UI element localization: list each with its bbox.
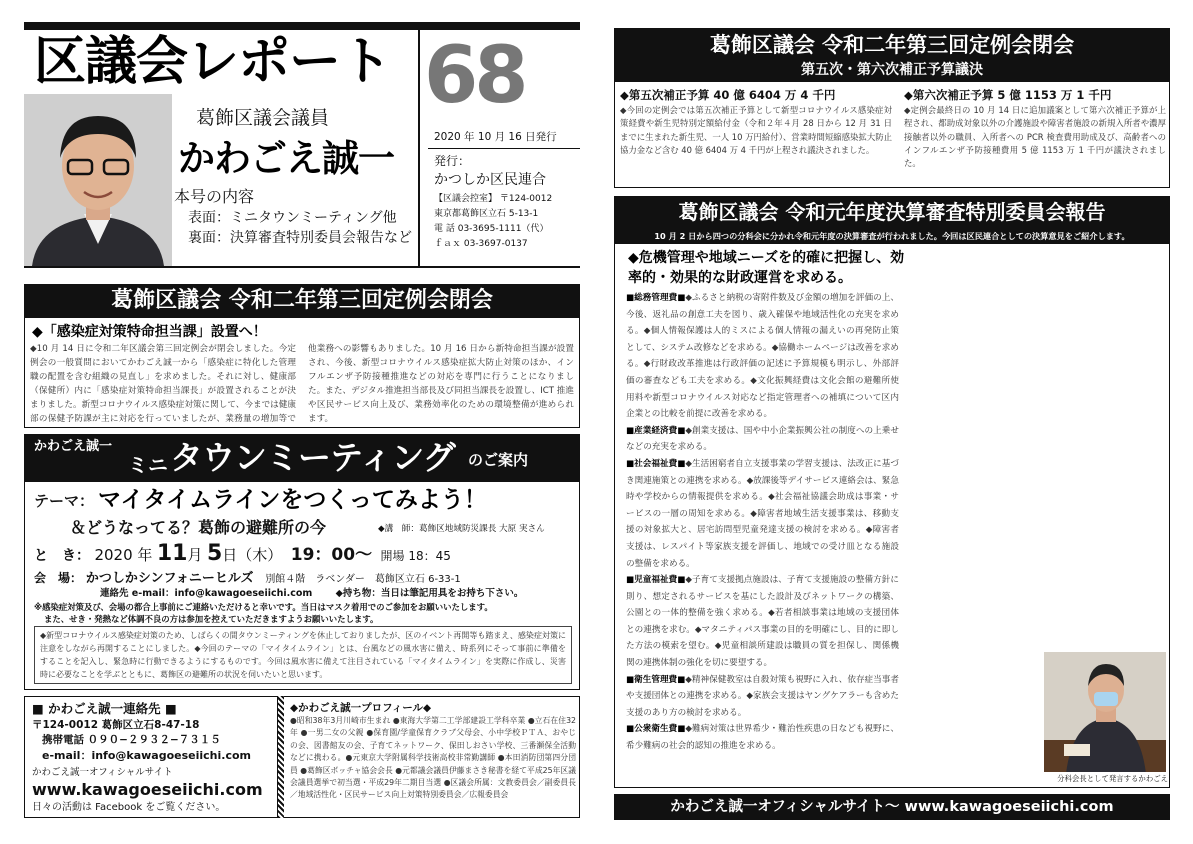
tm-open: 開場 18：45 (380, 549, 451, 563)
kessan-item (626, 290, 899, 423)
contact-title: ■ かわごえ誠一連絡先 ■ (32, 701, 177, 716)
issue-number: 68 (424, 31, 525, 121)
portrait (24, 94, 172, 266)
kessan-item-label: ■児童福祉費■ (626, 575, 686, 586)
kessan-item-text: ◆難病対策は世界希少・難治性疾患の日なども視野に、希少難病の社会的認知の推進を求める。 (626, 724, 899, 752)
speaker-photo (1044, 652, 1166, 774)
kessan-strip: 10 月 2 日から四つの分科会に分かれ令和元年度の決算審査が行われました。今回は区民連合としての決算意見をご紹介します。 (614, 228, 1170, 244)
tm-floor: 別館４階 ラベンダー 葛飾区立石 6-33-1 (265, 574, 461, 585)
session2-sub: 第五次・第六次補正予算議決 (614, 60, 1170, 82)
budget6-title: ◆第六次補正予算 5 億 1153 万 1 千円 (904, 88, 1112, 102)
site-url[interactable]: www.kawagoeseiichi.com (32, 780, 263, 799)
tm-date-day-label: 日 (222, 546, 238, 564)
tm-note-1: ※感染症対策及び、会場の都合上事前にご連絡いただけると幸いです。当日はマスク着用でのご参加をお願いいたします。 (34, 602, 493, 612)
top-rule (24, 22, 580, 30)
session2-banner: 葛飾区議会 令和二年第三回定例会閉会 (614, 28, 1170, 60)
office-tel: 電 話 03-3695-1111（代） (434, 224, 549, 234)
kessan-item (626, 456, 899, 572)
profile-stripe (278, 696, 284, 818)
toc-title: 本号の内容 (174, 187, 255, 206)
office: 【区議会控室】 〒124-0012 (434, 194, 553, 204)
masthead-divider (418, 30, 420, 266)
budget6-body: ◆定例会最終日の 10 月 14 日に追加議案として第六次補正予算が上程され、都助成対象以外の介護施設や障害者施設の新規入所者や濃厚接触者以外の職員、入所者への PCR 検査費用助成及び、高齢者へのインフルエンザ予防接種費用 5 億 1153 万 1 千円が議決されました。 (904, 105, 1166, 169)
tm-kicker: かわごえ誠一 (34, 439, 113, 454)
member-name: かわごえ誠一 (178, 137, 394, 180)
tm-venue-row (34, 568, 580, 588)
publisher-label: 発行： (434, 154, 471, 168)
budget5-title: ◆第五次補正予算 40 億 6404 万 4 千円 (620, 88, 836, 102)
tm-bring: ◆持ち物：当日は筆記用具をお持ち下さい。 (335, 588, 524, 599)
speaker-figure-icon (1044, 652, 1166, 774)
kessan-item-label: ■衛生管理費■ (626, 674, 686, 685)
issue-date: 2020 年 10 月 16 日発行 (434, 131, 557, 143)
kessan-body (626, 290, 904, 782)
tm-lecturer: ◆講 師：葛飾区地域防災課長 大原 実さん (378, 524, 545, 534)
kessan-item-text: ◆ふるさと納税の寄附件数及び金額の増加を評価の上、今後、返礼品の創意工夫を図り、歳入確保や地域活性化の充実を求める。◆個人情報保護は人的ミスによる個人情報の漏えいの再発防止策として、システム改修などを求める。◆協働ホームページは改善を求める。◆行財政改革推進は行政評価の記述に予算規模も明示し、外部評価の審査なども工夫を求める。◆文化振興経費は文化会館の避難所使用料や新型コロナウイルス対応など指定管理者への補填について区内企業との比較を前提に改善を求める。 (626, 293, 899, 420)
kessan-item-text: ◆子育て支援拠点施設は、子育て支援施設の整備方針に則り、想定されるサービスを基にした設計及びネットワークの構築、公園との一体的整備を強く求める。◆若者相談事業は地域の支援団体との連携を求む。◆マタニティパス事業の目的を明確にし、目的に即した方法の模索を望む。◆児童相談所建設は職員の質を担保し、関係機関の連携体制の強化を切に要望する。 (626, 575, 899, 669)
kessan-col-1 (626, 290, 904, 782)
tm-suffix: のご案内 (468, 451, 529, 469)
kessan-item (626, 672, 899, 722)
toc-back: 裏面：決算審査特別委員会報告など (188, 230, 412, 246)
tm-date-year: 2020 年 (94, 546, 153, 564)
date-rule (428, 148, 580, 149)
contact-phone: 携帯電話 ０９０−２９３２−７３１５ (42, 734, 221, 746)
kessan-item-label: ■公衆衛生費■ (626, 724, 686, 735)
kessan-banner: 葛飾区議会 令和元年度決算審査特別委員会報告 (614, 196, 1170, 228)
kessan-item-text: ◆精神保健教室は自殺対策も視野に入れ、依存症当事者や支援団体との連携を求める。◆家族会支援はヤングケアラーも含めた支援のあり方の検討を求める。 (626, 674, 899, 718)
kessan-item (626, 572, 899, 672)
profile-title: ◆かわごえ誠一プロフィール◆ (290, 702, 432, 714)
kessan-lead: ◆危機管理や地域ニーズを的確に把握し、効率的・効果的な財政運営を求める。 (628, 250, 905, 286)
kessan-item (626, 423, 899, 456)
contact-address: 〒124-0012 葛飾区立石8-47-18 (32, 719, 200, 731)
tm-time: 19：00〜 (290, 545, 373, 565)
tm-contact[interactable]: 連絡先 e-mail：info@kawagoeseiichi.com (100, 588, 313, 599)
facebook-note: 日々の活動は Facebook をご覧ください。 (32, 802, 226, 813)
kessan-item-label: ■総務管理費■ (626, 293, 686, 303)
office-fax: ｆａｘ 03-3697-0137 (434, 239, 528, 249)
kessan-item-text: ◆創業支援は、国や中小企業振興公社の制度への上乗せなどの充実を求める。 (626, 425, 899, 453)
kessan-item-text: ◆生活困窮者自立支援事業の学習支援は、法改正に基づき関連施策との連携を求める。◆放課後等デイサービス連絡会は、緊急時や学校からの情報提供を求める。◆社会福祉協議会助成は事業・サービスの一層の周知を求める。◆障害者地域生活支援事業は、移動支援の対象拡大と、居宅訪問型児童発達支援の検討を求める。◆障害者支援は、レスパイト等家族支援を評価し、地域での受け皿となる施設の整備を求める。 (626, 458, 899, 569)
right-footer[interactable]: かわごえ誠一オフィシャルサイト〜 www.kawagoeseiichi.com (614, 794, 1170, 820)
tm-date-month-label: 月 (187, 546, 203, 564)
photo-caption: 分科会長として発言するかわごえ (1036, 772, 1168, 786)
member-role: 葛飾区議会議員 (196, 107, 330, 129)
tm-date-row (34, 540, 580, 568)
tm-theme-label: テーマ： (34, 492, 95, 510)
office-address: 東京都葛飾区立石 5-13-1 (434, 209, 539, 219)
kessan-item (626, 721, 899, 754)
tm-info-box: ◆新型コロナウイルス感染症対策のため、しばらくの間タウンミーティングを休止しておりましたが、区のイベント再開等も踏まえ、感染症対策に注意をしながら再開することにしました。◆今回のテーマの「マイタイムライン」とは、台風などの風水害に備え、時系列にそって事前に準備をすることを記入し、緊急時に行動できるようにするものです。今回は風水害に備えて注目されている「マイタイムライン」を実際に作成し、災害時に必要なことを学ぶとともに、葛飾区の避難所の状況を伺いたいと思います。 (34, 626, 572, 684)
tm-sub: ＆どうなってる？葛飾の避難所の今 (70, 518, 327, 537)
toc-front: 表面：ミニタウンミーティング他 (188, 210, 397, 226)
tm-mini: ミニ (128, 453, 168, 477)
kessan-item-label: ■産業経済費■ (626, 425, 686, 436)
tm-date-month: 11 (156, 541, 188, 566)
kessan-item-label: ■社会福祉費■ (626, 458, 686, 469)
budget5-body: ◆今回の定例会では第五次補正予算として新型コロナウイルス感染症対策経費や新生児特別定額給付金（令和２年４月 28 日から 12 月 31 日までに生まれた新生児、一人 10 万円給付）、営業時間短縮感染拡大防止協力金など含む 40 億 6404 万 4 千円が上程され議決されました。 (620, 105, 892, 155)
tm-venue: かつしかシンフォニーヒルズ (85, 571, 254, 586)
profile-body: ●昭和38年3月川崎市生まれ ●東海大学第二工学部建設工学科卒業 ●立石在住32年 ●一男二女の父親 ●保育園/学童保育クラブ父母会、小中学校ＰＴＡ、おやじの会、図書館友の会、子育てネットワーク、保田しおさい学校、三番瀬保全活動などに携わる。●元東京大学附属科学技術高校非常勤講師 ●本田消防団第四分団員 ●葛飾区ボッチャ協会会長 ●元都議会議員伊藤まさき秘書を経て平成25年区議会議員選挙で初当選・平成29年二期目当選 ●区議会所属：文教委員会／副委員長／地域活性化・区民サービス向上対策特別委員会／広報委員会 (290, 716, 576, 800)
tm-theme: マイタイムラインをつくってみよう！ (98, 487, 487, 513)
session-body: ◆10 月 14 日に令和二年区議会第三回定例会が閉会しました。今定例会の一般質問においてかわごえ誠一から「感染症に特化した管理職の配置を含む組織の見直し」を求めました。それに対し、健康部（保健所）内に「感染症対策特命担当課長」が設置されることが決まりました。新型コロナウイルス感染症対策に関して、今までは健康部の保健予防課が主に対応を行っていましたが、業務量の増加等で他業務への影響もありました。10 月 16 日から新特命担当課が設置され、今後、新型コロナウイルス感染症拡大防止対策のほか、インフルエンザ予防接種推進などの対応を専門に行うことになりました。また、デジタル推進担当部長及び同担当課長を設置し、ICT 推進や区民サービス向上及び、業務効率化のための環境整備が進められます。 (30, 344, 574, 424)
tm-date-day: 5 (206, 541, 223, 566)
masthead-bottom-rule (24, 266, 580, 268)
session-headline: ◆「感染症対策特命担当課」設置へ！ (32, 324, 267, 340)
contact-email[interactable]: e-mail：info@kawagoeseiichi.com (42, 749, 251, 762)
tm-note-2: また、せき・発熱など体調不良の方は参加を控えていただきますようお願いいたします。 (44, 614, 379, 624)
site-label: かわごえ誠一オフィシャルサイト (32, 767, 173, 778)
tm-date-label: と き： (34, 548, 90, 564)
session-banner: 葛飾区議会 令和二年第三回定例会閉会 (24, 284, 580, 318)
masthead-title: 区議会レポート (34, 32, 392, 92)
tm-weekday: （木） (237, 546, 283, 564)
portrait-figure-icon (24, 94, 172, 266)
tm-contact-row (100, 586, 580, 602)
tm-title: タウンミーティング (170, 438, 455, 477)
tm-venue-label: 会 場： (34, 571, 83, 585)
publisher: かつしか区民連合 (434, 172, 546, 188)
